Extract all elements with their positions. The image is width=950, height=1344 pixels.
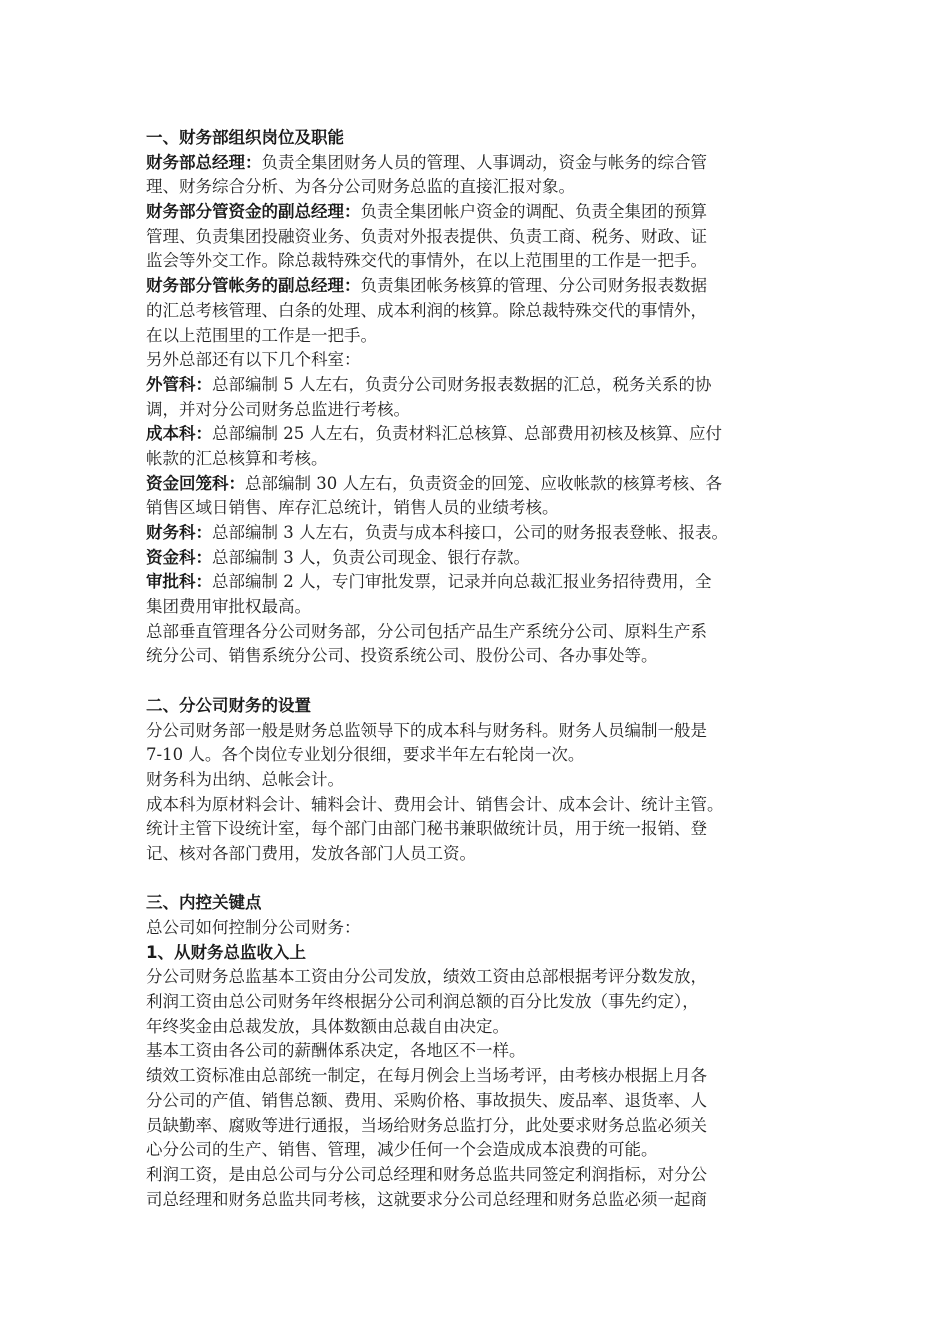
paragraph-line <box>146 274 816 299</box>
line-text: 管理、负责集团投融资业务、负责对外报表提供、负责工商、税务、财政、证 <box>146 226 707 246</box>
section-heading: 二、分公司财务的设置 <box>146 695 311 715</box>
document-body <box>146 126 816 1212</box>
role-term: 审批科： <box>146 572 212 592</box>
line-text: 分公司财务总监基本工资由分公司发放，绩效工资由总部根据考评分数发放， <box>146 967 707 987</box>
line-text: 总部编制 5 人左右，负责分公司财务报表数据的汇总，税务关系的协 <box>212 374 712 394</box>
line-text: 财务科为出纳、总帐会计。 <box>146 769 344 789</box>
line-text: 7-10 人。各个岗位专业划分很细，要求半年左右轮岗一次。 <box>146 745 585 765</box>
line-text: 调，并对分公司财务总监进行考核。 <box>146 399 410 419</box>
paragraph-line <box>146 225 816 250</box>
paragraph-line <box>146 620 816 645</box>
line-text: 帐款的汇总核算和考核。 <box>146 448 328 468</box>
paragraph-line <box>146 1163 816 1188</box>
line-text: 总部垂直管理各分公司财务部，分公司包括产品生产系统分公司、原料生产系 <box>146 621 707 641</box>
subheading: 1、从财务总监收入上 <box>146 942 306 962</box>
section-heading: 一、财务部组织岗位及职能 <box>146 128 344 147</box>
line-text: 监会等外交工作。除总裁特殊交代的事情外，在以上范围里的工作是一把手。 <box>146 251 707 271</box>
paragraph-line <box>146 521 816 546</box>
paragraph-line <box>146 249 816 274</box>
line-text: 员缺勤率、腐败等进行通报，当场给财务总监打分，此处要求财务总监必须关 <box>146 1115 707 1135</box>
paragraph-line <box>146 916 816 941</box>
paragraph-line <box>146 644 816 669</box>
line-text: 统计主管下设统计室，每个部门由部门秘书兼职做统计员，用于统一报销、登 <box>146 819 707 839</box>
paragraph-line <box>146 1064 816 1089</box>
line-text: 基本工资由各公司的薪酬体系决定，各地区不一样。 <box>146 1041 526 1061</box>
line-text: 负责集团帐务核算的管理、分公司财务报表数据 <box>360 276 707 296</box>
line-text: 负责全集团帐户资金的调配、负责全集团的预算 <box>360 202 707 222</box>
paragraph-line <box>146 817 816 842</box>
paragraph-line <box>146 1039 816 1064</box>
line-text: 理、财务综合分析、为各分公司财务总监的直接汇报对象。 <box>146 177 575 197</box>
paragraph-line <box>146 1138 816 1163</box>
line-text: 销售区域日销售、库存汇总统计，销售人员的业绩考核。 <box>146 498 559 518</box>
line-text: 总部编制 2 人，专门审批发票，记录并向总裁汇报业务招待费用，全 <box>212 572 712 592</box>
paragraph-line <box>146 768 816 793</box>
paragraph-line <box>146 447 816 472</box>
line-text: 在以上范围里的工作是一把手。 <box>146 325 377 345</box>
line-text: 年终奖金由总裁发放，具体数额由总裁自由决定。 <box>146 1016 509 1036</box>
line-text: 总公司如何控制分公司财务： <box>146 918 361 937</box>
line-text: 总部编制 3 人左右，负责与成本科接口，公司的财务报表登帐、报表。 <box>212 523 728 542</box>
paragraph-line <box>146 965 816 990</box>
paragraph-line <box>146 373 816 398</box>
line-text: 总部编制 3 人，负责公司现金、银行存款。 <box>212 547 530 567</box>
paragraph-line <box>146 1188 816 1213</box>
paragraph-line <box>146 151 816 176</box>
line-text: 记、核对各部门费用，发放各部门人员工资。 <box>146 843 476 863</box>
line-text: 司总经理和财务总监共同考核，这就要求分公司总经理和财务总监必须一起商 <box>146 1189 707 1209</box>
line-text: 的汇总考核管理、白条的处理、成本利润的核算。除总裁特殊交代的事情外， <box>146 300 707 320</box>
paragraph-line <box>146 842 816 867</box>
paragraph-line <box>146 1089 816 1114</box>
section-gap <box>146 867 816 892</box>
paragraph-line <box>146 546 816 571</box>
line-text: 总部编制 30 人左右，负责资金的回笼、应收帐款的核算考核、各 <box>245 473 722 493</box>
line-text: 集团费用审批权最高。 <box>146 597 311 617</box>
role-term: 成本科： <box>146 424 212 444</box>
paragraph-line <box>146 595 816 620</box>
paragraph-line <box>146 793 816 818</box>
line-text: 分公司财务部一般是财务总监领导下的成本科与财务科。财务人员编制一般是 <box>146 720 707 740</box>
role-term: 资金回笼科： <box>146 473 245 493</box>
line-text: 分公司的产值、销售总额、费用、采购价格、事故损失、废品率、退货率、人 <box>146 1090 707 1110</box>
role-term: 财务部总经理： <box>146 152 262 172</box>
role-term: 财务部分管帐务的副总经理： <box>146 276 361 296</box>
line-text: 绩效工资标准由总部统一制定，在每月例会上当场考评，由考核办根据上月各 <box>146 1066 707 1086</box>
paragraph-line <box>146 941 816 966</box>
section-gap <box>146 669 816 694</box>
paragraph-line <box>146 472 816 497</box>
line-text: 心分公司的生产、销售、管理，减少任何一个会造成成本浪费的可能。 <box>146 1140 658 1160</box>
line-text: 利润工资由总公司财务年终根据分公司利润总额的百分比发放（事先约定）， <box>146 992 699 1012</box>
role-term: 财务科： <box>146 523 212 542</box>
paragraph-line <box>146 1114 816 1139</box>
role-term: 财务部分管资金的副总经理： <box>146 202 361 222</box>
paragraph-line <box>146 422 816 447</box>
role-term: 资金科： <box>146 547 212 567</box>
paragraph-line <box>146 324 816 349</box>
line-text: 另外总部还有以下几个科室： <box>146 350 361 370</box>
paragraph-line <box>146 1015 816 1040</box>
section-heading: 三、内控关键点 <box>146 893 262 913</box>
paragraph-line <box>146 496 816 521</box>
line-text: 统分公司、销售系统分公司、投资系统公司、股份公司、各办事处等。 <box>146 646 658 666</box>
line-text: 成本科为原材料会计、辅料会计、费用会计、销售会计、成本会计、统计主管。 <box>146 794 724 814</box>
paragraph-line <box>146 990 816 1015</box>
paragraph-line <box>146 200 816 225</box>
paragraph-line <box>146 398 816 423</box>
line-text: 负责全集团财务人员的管理、人事调动，资金与帐务的综合管 <box>261 152 707 172</box>
paragraph-line <box>146 175 816 200</box>
role-term: 外管科： <box>146 374 212 394</box>
line-text: 总部编制 25 人左右，负责材料汇总核算、总部费用初核及核算、应付 <box>212 424 722 444</box>
paragraph-line <box>146 348 816 373</box>
paragraph-line <box>146 299 816 324</box>
line-text: 利润工资，是由总公司与分公司总经理和财务总监共同签定利润指标，对分公 <box>146 1164 707 1184</box>
paragraph-line <box>146 743 816 768</box>
paragraph-line <box>146 570 816 595</box>
paragraph-line <box>146 719 816 744</box>
